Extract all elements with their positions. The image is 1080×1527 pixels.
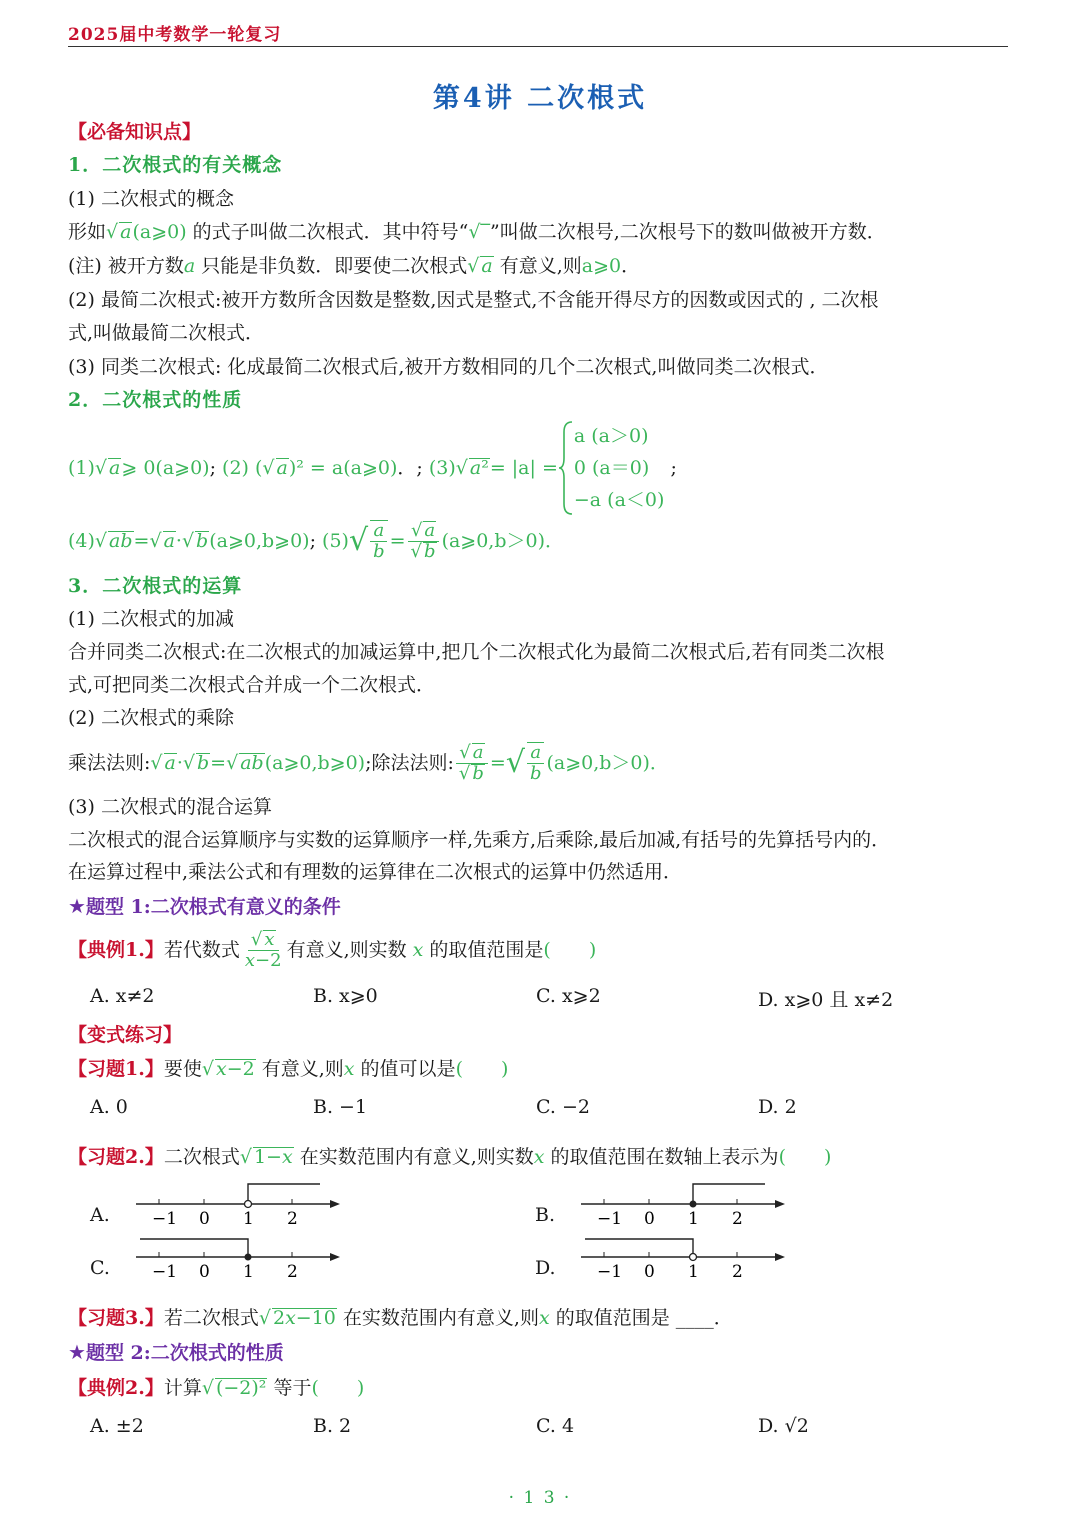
s2-heading: 2．二次根式的性质 bbox=[68, 389, 243, 411]
example1-b: 有意义,则实数 bbox=[286, 939, 407, 961]
s1-note-c: 有意义,则 bbox=[493, 255, 582, 277]
q1-answer-paren: ( ) bbox=[455, 1058, 509, 1080]
s1-p1-head: (1) 二次根式的概念 bbox=[68, 188, 234, 210]
example2-a: 计算 bbox=[163, 1377, 202, 1399]
type2-heading-row bbox=[68, 1338, 284, 1367]
number-line-c[interactable] bbox=[130, 1233, 350, 1283]
number-line-a[interactable] bbox=[130, 1180, 350, 1230]
q1-b: 有意义,则 bbox=[255, 1058, 344, 1080]
q3-b: 在实数范围内有意义,则 bbox=[336, 1307, 539, 1329]
radical-symbol-icon: √‾ bbox=[468, 221, 490, 243]
f5-label: (5) bbox=[322, 530, 349, 552]
f1-label: (1) bbox=[68, 457, 95, 479]
case2: 0 (a＝0) bbox=[573, 457, 650, 479]
f4-label: (4) bbox=[68, 530, 95, 552]
number-line-b[interactable] bbox=[575, 1180, 795, 1230]
s1-note-b: 只能是非负数．即要使二次根式 bbox=[195, 255, 468, 277]
tick-label: 1 bbox=[243, 1262, 254, 1282]
example1-option-d[interactable]: D. x⩾0 且 x≠2 bbox=[758, 989, 894, 1011]
q3-c: 的取值范围是 bbox=[549, 1307, 670, 1329]
tick-label: 2 bbox=[732, 1262, 743, 1282]
s1-p1-b: 的式子叫做二次根式．其中符号“ bbox=[186, 221, 469, 243]
q2-option-d-letter[interactable]: D. bbox=[535, 1257, 556, 1279]
f3-label: (3) bbox=[428, 457, 456, 479]
s1-note: (注) 被开方数a 只能是非负数．即要使二次根式√ a 有意义,则a⩾0． bbox=[68, 255, 641, 277]
s1-p2-line2: 式,叫做最简二次根式． bbox=[68, 322, 265, 344]
s1-p1 bbox=[68, 218, 886, 246]
q1-option-c[interactable]: C. −2 bbox=[536, 1096, 590, 1118]
q3-label: 【习题3.】 bbox=[68, 1307, 164, 1329]
example2-b: 等于 bbox=[267, 1377, 312, 1399]
div-cond: (a⩾0,b＞0)． bbox=[546, 752, 669, 774]
q2-a: 二次根式 bbox=[163, 1146, 240, 1168]
mul-cond: (a⩾0,b⩾0) bbox=[264, 752, 366, 774]
div-label: ;除法法则: bbox=[365, 752, 454, 774]
s1-p2-line1: (2) 最简二次根式:被开方数所含因数是整数,因式是整式,不含能开得尽方的因数或因式的 , 二次根 bbox=[68, 289, 879, 311]
q3-a: 若二次根式 bbox=[163, 1307, 259, 1329]
s2-formulas-row2: (4) √ ab = √ a · √ b (a⩾0,b⩾0) ; (5) √ $\frac{a}{b}$ = $\frac{√ a}{√ b}$ (a⩾0,b＞0)． bbox=[68, 519, 565, 562]
s1-p1-a: 形如 bbox=[68, 221, 107, 243]
mul-label: 乘法法则: bbox=[68, 752, 151, 774]
tick-label: 1 bbox=[243, 1209, 254, 1229]
example2-answer-paren: ( ) bbox=[311, 1377, 365, 1399]
practice-heading: 【变式练习】 bbox=[68, 1024, 183, 1046]
f2-body: )² = a(a⩾0) bbox=[288, 457, 398, 479]
f3-body: = |a| = bbox=[489, 457, 558, 479]
type1-heading-row bbox=[68, 892, 341, 921]
example2-option-c[interactable]: C. 4 bbox=[536, 1415, 575, 1437]
case3: −a (a＜0) bbox=[573, 489, 665, 511]
header-title: 2025届中考数学一轮复习 bbox=[68, 25, 282, 45]
s2-formulas-row1: (1) √ a ⩾ 0(a⩾0) ; (2) ( √ a )² = a(a⩾0) ．; (3) √ a² = |a| = a (a＞0) 0 (a＝0) −a (a＜0) ; bbox=[68, 418, 677, 518]
example1-option-c[interactable]: C. x⩾2 bbox=[536, 985, 601, 1007]
s1-note-cond: a⩾0 bbox=[581, 255, 622, 277]
f4-cond: (a⩾0,b⩾0) bbox=[209, 530, 310, 552]
tick-label: 1 bbox=[688, 1262, 699, 1282]
page-header bbox=[68, 20, 1008, 47]
s3-p2-head: (2) 二次根式的乘除 bbox=[68, 707, 234, 729]
tick-label: 0 bbox=[644, 1262, 655, 1282]
star-icon: ★ bbox=[68, 894, 86, 918]
star-icon: ★ bbox=[68, 1340, 86, 1364]
tick-label: 2 bbox=[287, 1262, 298, 1282]
example1-label: 【典例1.】 bbox=[68, 939, 164, 961]
q1-label: 【习题1.】 bbox=[68, 1058, 164, 1080]
q1-c: 的值可以是 bbox=[354, 1058, 456, 1080]
left-brace-icon bbox=[558, 420, 574, 516]
s3-p3-l2: 在运算过程中,乘法公式和有理数的运算律在二次根式的运算中仍然适用． bbox=[68, 861, 683, 883]
example2-label: 【典例2.】 bbox=[68, 1377, 164, 1399]
q1-option-a[interactable]: A. 0 bbox=[90, 1096, 128, 1118]
example1-c: 的取值范围是 bbox=[429, 939, 544, 961]
f4-eq: = bbox=[133, 530, 150, 552]
q2-option-a-letter[interactable]: A. bbox=[90, 1204, 110, 1226]
example1-a: 若代数式 bbox=[163, 939, 240, 961]
tick-label: 0 bbox=[199, 1209, 210, 1229]
q2: 【习题2.】二次根式√ 1−x 在实数范围内有意义,则实数x 的取值范围在数轴上表示为( ) bbox=[68, 1146, 832, 1168]
s1-p3: (3) 同类二次根式: 化成最简二次根式后,被开方数相同的几个二次根式,叫做同类二次根式． bbox=[68, 356, 829, 378]
q1-option-d[interactable]: D. 2 bbox=[758, 1096, 797, 1118]
tick-label: 2 bbox=[287, 1209, 298, 1229]
s1-p1-cond: (a⩾0) bbox=[132, 221, 187, 243]
s3-p1-head: (1) 二次根式的加减 bbox=[68, 608, 234, 630]
cases-brace bbox=[558, 420, 665, 516]
page-title: 第4讲 二次根式 bbox=[432, 83, 648, 114]
sqrt-a-expr: √ a bbox=[106, 221, 132, 243]
q2-option-c-letter[interactable]: C. bbox=[90, 1257, 110, 1279]
type1-heading: 题型 1:二次根式有意义的条件 bbox=[85, 896, 341, 918]
page-number: · 1 3 · bbox=[508, 1488, 572, 1508]
example1: 【典例1.】 若代数式 $\frac{√ x}{x-2}$ 有意义,则实数 x 的取值范围是 ( ) bbox=[68, 928, 597, 971]
s1-p1-c: ”叫做二次根号,二次根号下的数叫做被开方数． bbox=[490, 221, 886, 243]
example1-option-b[interactable]: B. x⩾0 bbox=[313, 985, 378, 1007]
tick-label: 0 bbox=[644, 1209, 655, 1229]
case1: a (a＞0) bbox=[573, 425, 649, 447]
number-line-d[interactable] bbox=[575, 1233, 795, 1283]
tick-label: −1 bbox=[152, 1209, 178, 1229]
s1-heading: 1．二次根式的有关概念 bbox=[68, 154, 283, 176]
q1-option-b[interactable]: B. −1 bbox=[313, 1096, 368, 1118]
example1-answer-paren: ( ) bbox=[543, 939, 597, 961]
q3-answer-blank[interactable]: ____． bbox=[675, 1307, 733, 1329]
f5-cond: (a⩾0,b＞0)． bbox=[441, 530, 565, 552]
tick-label: −1 bbox=[597, 1262, 623, 1282]
s3-mul-div: 乘法法则: √ a·√ b=√ ab (a⩾0,b⩾0) ;除法法则: $\frac{√ a}{√ b}$ = √ $\frac{a}{b}$ (a⩾0,b＞0)． bbox=[68, 741, 669, 784]
sqrt-a-expr-2: √ a bbox=[467, 255, 493, 277]
q1: 【习题1.】要使√ x−2 有意义,则x 的值可以是( ) bbox=[68, 1058, 509, 1080]
q2-answer-paren: ( ) bbox=[778, 1146, 832, 1168]
s3-p1-l2: 式,可把同类二次根式合并成一个二次根式． bbox=[68, 674, 436, 696]
q3: 【习题3.】若二次根式√ 2x−10 在实数范围内有意义,则x 的取值范围是 ____． bbox=[68, 1307, 733, 1329]
type2-heading: 题型 2:二次根式的性质 bbox=[85, 1342, 284, 1364]
f1-body: ⩾ 0(a⩾0) bbox=[121, 457, 210, 479]
s3-p3-head: (3) 二次根式的混合运算 bbox=[68, 796, 272, 818]
example2-option-d[interactable]: D. √2 bbox=[758, 1415, 809, 1437]
example2-option-a[interactable]: A. ±2 bbox=[90, 1415, 144, 1437]
q2-label: 【习题2.】 bbox=[68, 1146, 164, 1168]
s3-heading: 3．二次根式的运算 bbox=[68, 575, 243, 597]
tick-label: −1 bbox=[597, 1209, 623, 1229]
tick-label: 0 bbox=[199, 1262, 210, 1282]
tick-label: −1 bbox=[152, 1262, 178, 1282]
s1-note-a: (注) 被开方数 bbox=[68, 255, 184, 277]
q1-a: 要使 bbox=[163, 1058, 202, 1080]
s3-p1-l1: 合并同类二次根式:在二次根式的加减运算中,把几个二次根式化为最简二次根式后,若有同类二次根 bbox=[68, 641, 885, 663]
q2-c: 的取值范围在数轴上表示为 bbox=[544, 1146, 779, 1168]
f2-label: (2) ( bbox=[222, 457, 263, 479]
tick-label: 1 bbox=[688, 1209, 699, 1229]
example1-option-a[interactable]: A. x≠2 bbox=[90, 985, 155, 1007]
s3-p3-l1: 二次根式的混合运算顺序与实数的运算顺序一样,先乘方,后乘除,最后加减,有括号的先算括号内的． bbox=[68, 829, 891, 851]
q2-b: 在实数范围内有意义,则实数 bbox=[293, 1146, 534, 1168]
section-knowledge-heading: 【必备知识点】 bbox=[68, 121, 202, 143]
example2: 【典例2.】计算√ (−2)² 等于( ) bbox=[68, 1377, 365, 1399]
tick-label: 2 bbox=[732, 1209, 743, 1229]
q2-option-b-letter[interactable]: B. bbox=[535, 1204, 556, 1226]
example2-option-b[interactable]: B. 2 bbox=[313, 1415, 352, 1437]
